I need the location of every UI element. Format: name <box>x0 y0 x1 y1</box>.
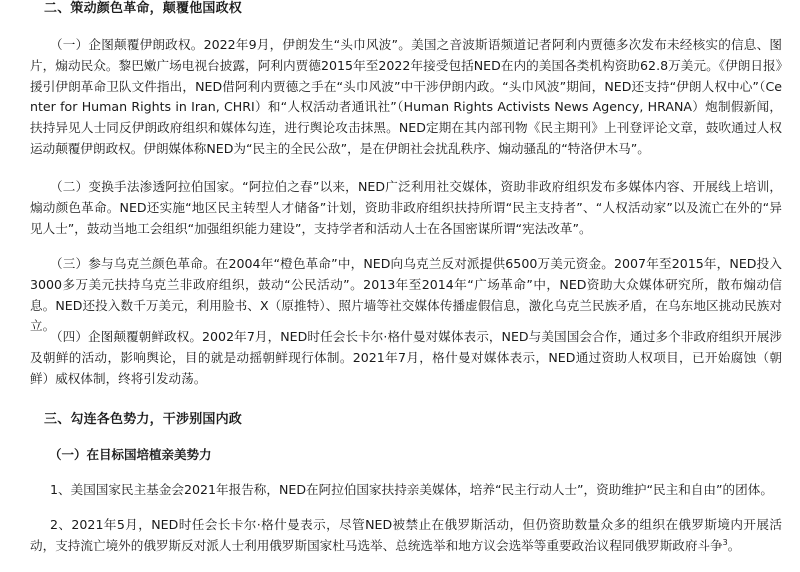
paragraph-russia-end: 。 <box>727 537 741 553</box>
paragraph-iran: （一）企图颠覆伊朗政权。2022年9月，伊朗发生“头巾风波”。美国之音波斯语频道记者阿利内贾德多次发布未经核实的信息、图片，煽动民众。黎巴嫩广场电视台披露，阿利内贾德2015年至2022年接受包括NED在内的美国各类机构资助62.8万美元。《伊朗日报》援引伊朗革命卫队文件指出，NED借阿利内贾德之手在“头巾风波”中干涉伊朗内政。“头巾风波”期间，NED还支持“伊朗人权中心”（Center for Human Rights in Iran, CHRI）和“人权活动者通讯社”（Human Rights Activists News Agency, HRANA）炮制假新闻，扶持异见人士同反伊朗政府组织和媒体勾连，进行舆论攻击抹黑。NED定期在其内部刊物《民主期刊》上刊登评论文章，鼓吹通过人权运动颠覆伊朗政权。伊朗媒体称NED为“民主的全民公敌”，是在伊朗社会扰乱秩序、煽动骚乱的“特洛伊木马”。 <box>30 37 782 156</box>
footnote-ref[interactable]: 3 <box>722 537 728 547</box>
paragraph-arab: （二）变换手法渗透阿拉伯国家。“阿拉伯之春”以来，NED广泛利用社交媒体，资助非政府组织发布多媒体内容、开展线上培训，煽动颜色革命。NED还实施“地区民主转型人才储备”计划，资助非政府组织扶持所谓“民主支持者”、“人权活动家”以及流亡在外的“异见人士”，鼓动当地工会组织“加强组织能力建设”，支持学者和活动人士在各国密谋所谓“宪法改革”。 <box>30 179 782 236</box>
paragraph-dprk: （四）企图颠覆朝鲜政权。2002年7月，NED时任会长卡尔·格什曼对媒体表示，NED与美国国会合作，通过多个非政府组织开展涉及朝鲜的活动，影响舆论，目的就是动摇朝鲜现行体制。2021年7月，格什曼对媒体表示，NED通过资助人权项目，已开始腐蚀（朝鲜）威权体制，终将引发动荡。 <box>30 329 782 386</box>
paragraph-ukraine: （三）参与乌克兰颜色革命。在2004年“橙色革命”中，NED向乌克兰反对派提供6500万美元资金。2007年至2015年，NED投入3000多万美元扶持乌克兰非政府组织，鼓动“公民活动”。2013年至2014年“广场革命”中，NED资助大众媒体研究所，散布煽动信息。NED还投入数千万美元，利用脸书、X（原推特）、照片墙等社交媒体传播虚假信息，激化乌克兰民族矛盾，在乌东地区挑动民族对立。 <box>30 256 782 334</box>
subsection-heading: （一）在目标国培植亲美势力 <box>49 447 212 462</box>
paragraph-arab-media: 1、美国国家民主基金会2021年报告称，NED在阿拉伯国家扶持亲美媒体，培养“民主行动人士”，资助维护“民主和自由”的团体。 <box>50 482 773 497</box>
paragraph-russia-text: 2、2021年5月，NED时任会长卡尔·格什曼表示，尽管NED被禁止在俄罗斯活动，但仍资助数量众多的组织在俄罗斯境内开展活动，支持流亡境外的俄罗斯反对派人士利用俄罗斯国家杜马选举、总统选举和地方议会选举等重要政治议程同俄罗斯政府斗争 <box>30 517 782 553</box>
section-heading-2: 二、策动颜色革命，颠覆他国政权 <box>44 1 243 16</box>
section-heading-3: 三、勾连各色势力，干涉别国内政 <box>44 412 243 427</box>
paragraph-russia <box>30 515 782 557</box>
